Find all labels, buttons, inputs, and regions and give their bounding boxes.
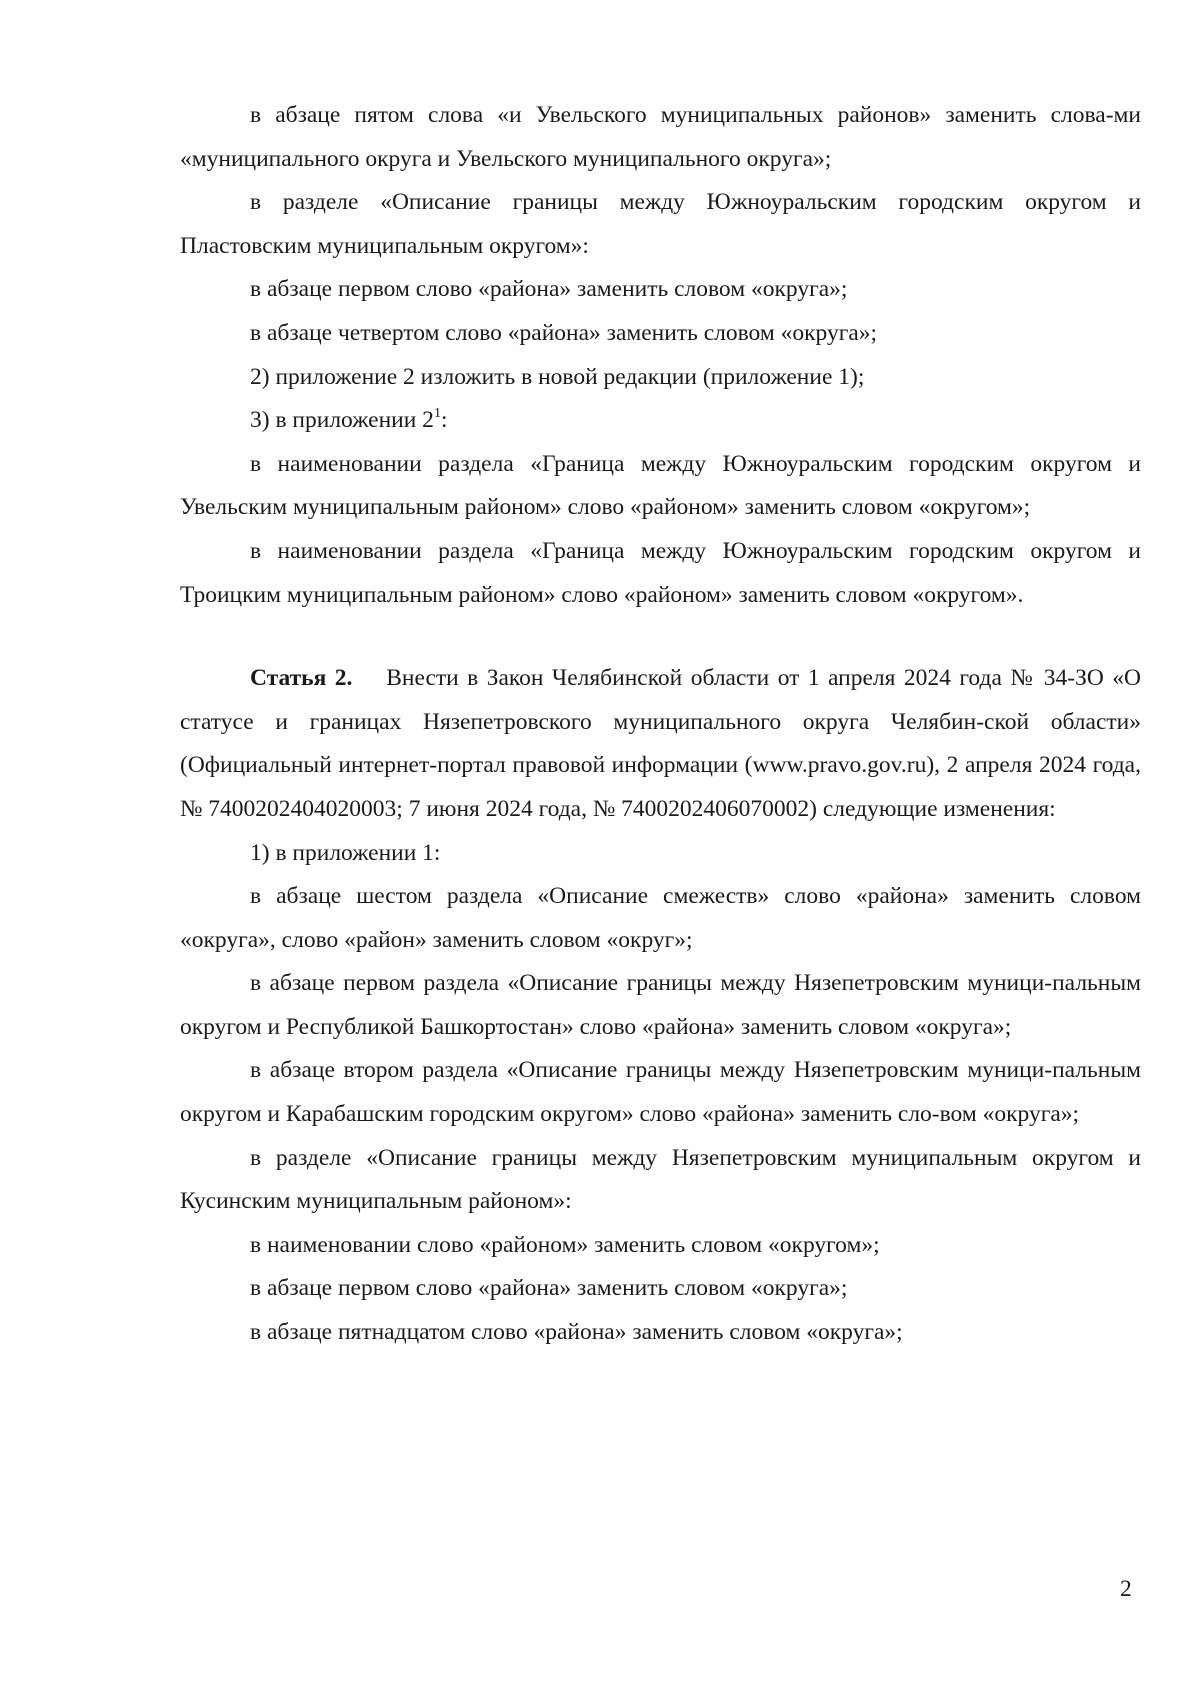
paragraph: в абзаце втором раздела «Описание границы между Нязепетровским муници-пальным округом и Карабашским городским округом» слово «района» заменить сло-вом «округа»; xyxy=(180,1057,1141,1128)
paragraph: в наименовании слово «районом» заменить словом «округом»; xyxy=(250,1231,880,1258)
article-heading: Статья 2. xyxy=(250,665,353,692)
paragraph: в абзаце пятом слова «и Увельского муниципальных районов» заменить слова-ми «муниципального округа и Увельского муниципального округа»; xyxy=(180,102,1141,172)
paragraph: в абзаце пятнадцатом слово «района» заменить словом «округа»; xyxy=(250,1319,903,1346)
paragraph: в наименовании раздела «Граница между Южноуральским городским округом и Троицким муниципальным районом» слово «районом» заменить словом «округом». xyxy=(180,537,1141,608)
paragraph: в абзаце первом слово «района» заменить словом «округа»; xyxy=(250,1275,848,1302)
page-number: 2 xyxy=(1120,1576,1132,1602)
paragraph: в разделе «Описание границы между Нязепетровским муниципальным округом и Кусинским муниципальным районом»: xyxy=(180,1144,1141,1215)
paragraph: в абзаце четвертом слово «района» заменить словом «округа»; xyxy=(250,319,878,346)
item-3-text: 3) в приложении 2 xyxy=(250,407,434,434)
paragraph: в абзаце первом слово «района» заменить словом «округа»; xyxy=(250,276,848,303)
paragraph: в наименовании раздела «Граница между Южноуральским городским округом и Увельским муниципальным районом» слово «районом» заменить словом «округом»; xyxy=(180,450,1141,521)
item-3-paragraph xyxy=(180,399,1141,443)
superscript: 1 xyxy=(433,406,441,422)
article-text: Внести в Закон Челябинской области от 1 апреля 2024 года № 34-ЗО «О статусе и границах Нязепетровского муниципального округа Челябин-ской области» (Официальный интернет-портал правовой информации (www.pravo.gov.ru), 2 апреля 2024 года, № 7400202404020003; 7 июня 2024 года, № 7400202406070002) следующие изменения: xyxy=(180,665,1141,822)
paragraph: в абзаце шестом раздела «Описание смежеств» слово «района» заменить словом «округа», слово «район» заменить словом «округ»; xyxy=(180,883,1141,953)
paragraph: 1) в приложении 1: xyxy=(250,839,441,866)
paragraph: в абзаце первом раздела «Описание границы между Нязепетровским муници-пальным округом и Республикой Башкортостан» слово «района» заменить словом «округа»; xyxy=(180,970,1141,1040)
document-body xyxy=(180,94,1141,1355)
section-gap xyxy=(180,617,1141,657)
item-3-tail: : xyxy=(440,407,448,434)
paragraph: в разделе «Описание границы между Южноуральским городским округом и Пластовским муниципальным округом»: xyxy=(180,189,1141,259)
article-2-paragraph xyxy=(180,657,1141,831)
paragraph: 2) приложение 2 изложить в новой редакции (приложение 1); xyxy=(250,363,865,390)
